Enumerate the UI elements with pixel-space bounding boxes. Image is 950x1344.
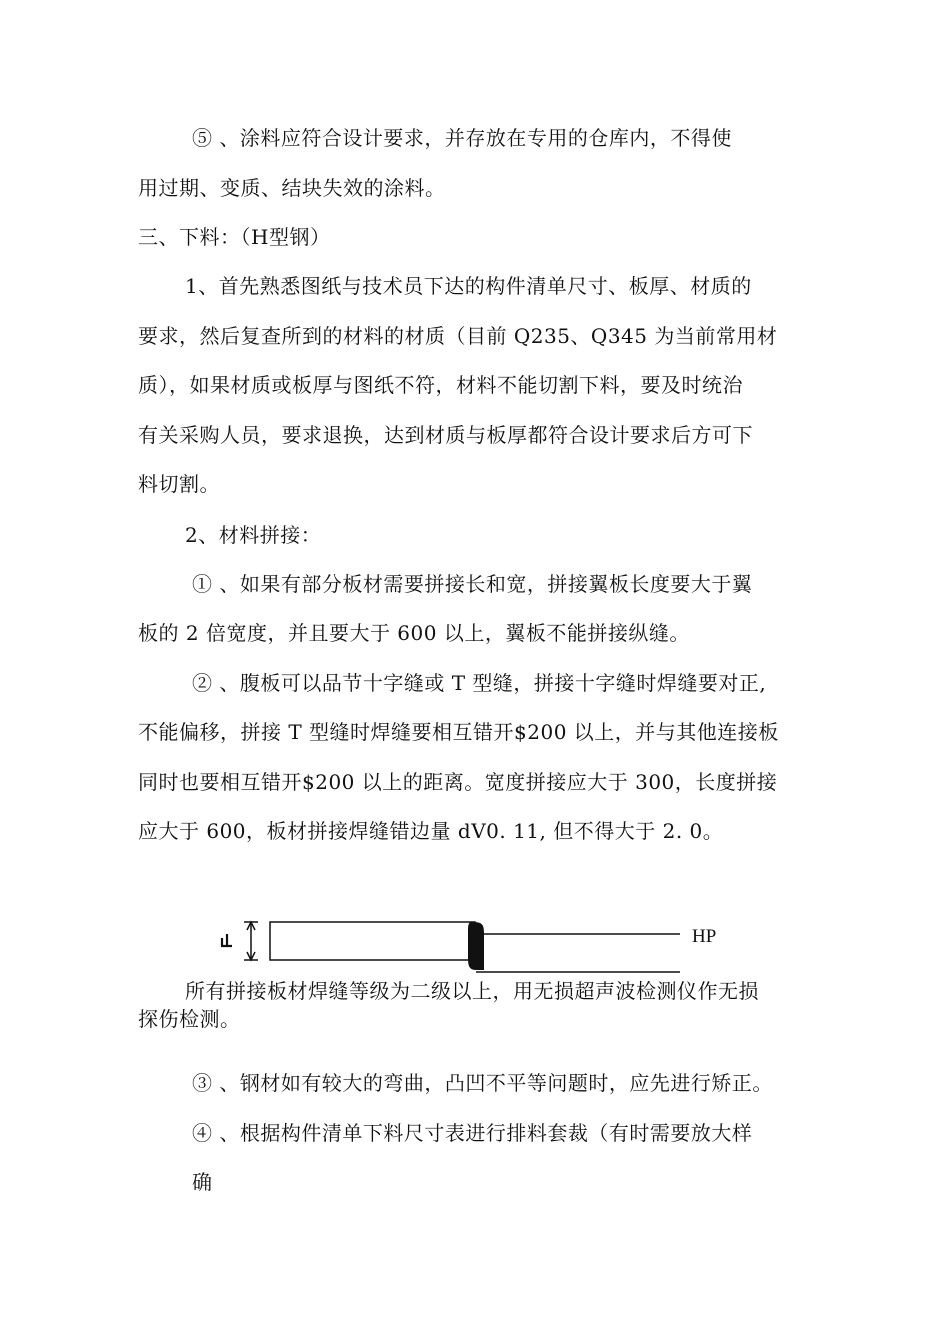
paragraph-drawings-line-4: 有关采购人员，要求退换，达到材质与板厚都符合设计要求后方可下: [138, 423, 753, 447]
paragraph-nesting-line-1: ④ 、根据构件清单下料尺寸表进行排料套裁（有时需要放大样: [192, 1121, 753, 1145]
paragraph-web-line-4: 应大于 600，板材拼接焊缝错边量 dV0. 11, 但不得大于 2. 0。: [138, 819, 724, 843]
thick-plate: [270, 922, 475, 960]
paragraph-inspection-line-1: 所有拼接板材焊缝等级为二级以上，用无损超声波检测仪作无损: [185, 979, 759, 1003]
paragraph-coating-line-2: 用过期、变质、结块失效的涂料。: [138, 176, 446, 200]
paragraph-drawings-line-2: 要求，然后复查所到的材料的材质（目前 Q235、Q345 为当前常用材: [138, 324, 778, 348]
paragraph-web-line-3: 同时也要相互错开$200 以上的距离。宽度拼接应大于 300，长度拼接: [138, 770, 778, 794]
paragraph-flange-line-1: ① 、如果有部分板材需要拼接长和宽，拼接翼板长度要大于翼: [192, 572, 753, 596]
thickness-dimension-icon: [222, 922, 258, 960]
paragraph-inspection-line-2: 探伤检测。: [138, 1007, 241, 1031]
paragraph-drawings-line-3: 质），如果材质或板厚与图纸不符，材料不能切割下料，要及时统治: [138, 373, 743, 397]
paragraph-drawings-line-5: 料切割。: [138, 472, 220, 496]
paragraph-web-line-2: 不能偏移，拼接 T 型缝时焊缝要相互错开$200 以上，并与其他连接板: [138, 720, 779, 744]
weld-splice-diagram: [210, 912, 690, 982]
diagram-label: HP: [692, 926, 717, 947]
weld-bead: [468, 922, 484, 970]
paragraph-straightening-line-1: ③ 、钢材如有较大的弯曲，凸凹不平等问题时，应先进行矫正。: [192, 1071, 773, 1095]
paragraph-drawings-line-1: 1、首先熟悉图纸与技术员下达的构件清单尺寸、板厚、材质的: [185, 274, 752, 298]
section-heading: 三、下料：（H型钢）: [138, 225, 331, 249]
paragraph-nesting-line-2: 确: [192, 1170, 213, 1194]
paragraph-coating-line-1: ⑤ 、涂料应符合设计要求，并存放在专用的仓库内，不得使: [192, 126, 732, 150]
paragraph-flange-line-2: 板的 2 倍宽度，并且要大于 600 以上，翼板不能拼接纵缝。: [138, 621, 690, 645]
paragraph-splicing-heading: 2、材料拼接：: [185, 523, 322, 547]
paragraph-web-line-1: ② 、腹板可以品节十字缝或 T 型缝，拼接十字缝时焊缝要对正,: [192, 671, 767, 695]
